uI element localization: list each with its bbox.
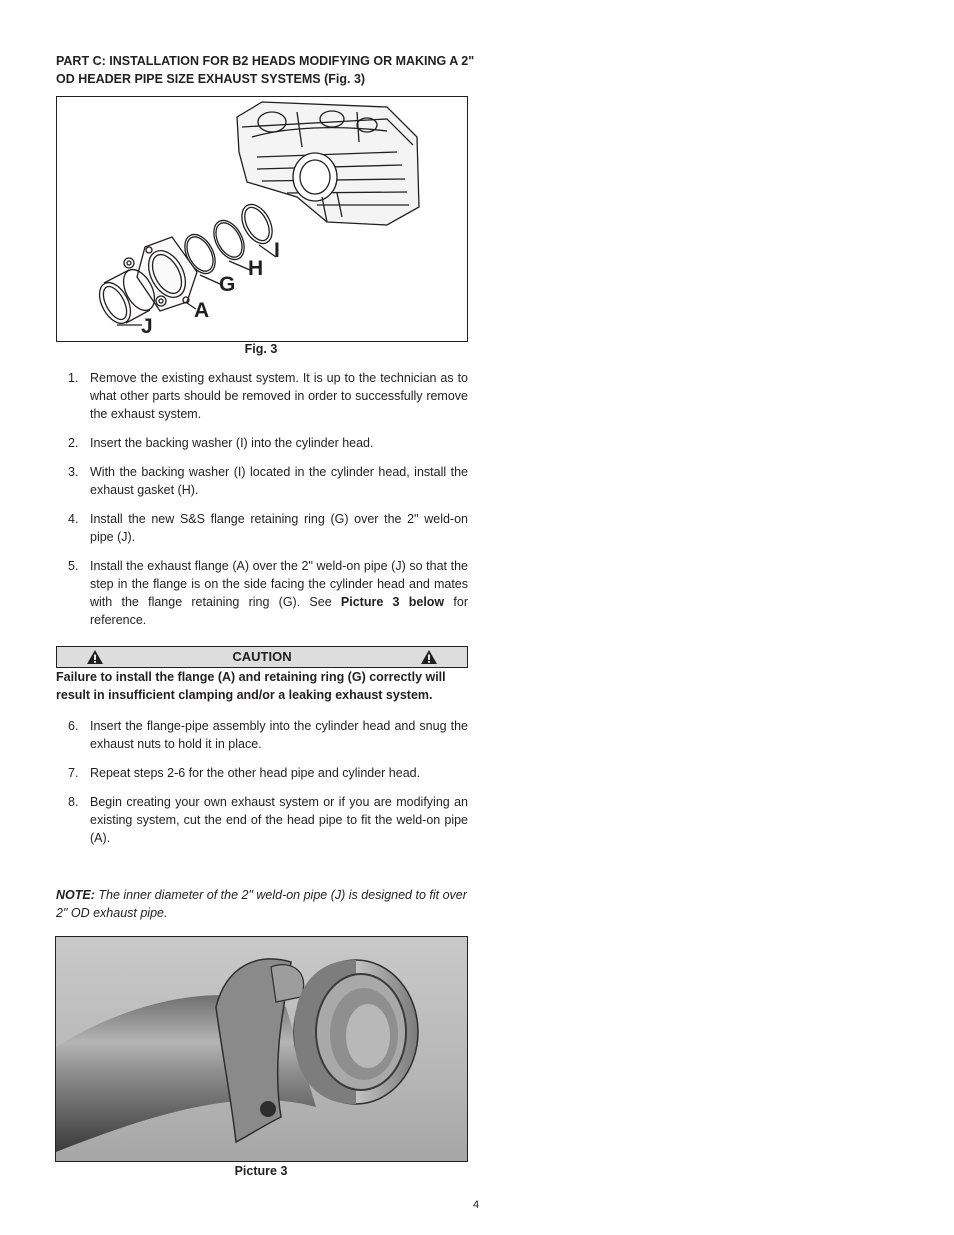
step-number: 5. <box>68 559 79 573</box>
note-label: NOTE: <box>56 888 95 902</box>
step-text-part: Install the exhaust flange (A) over the 2" weld-on pipe (J) so that the step in the flange is on the side facing the cylinder head and mates with the flange retaining ring (G). See <box>90 559 468 609</box>
step-text: Begin creating your own exhaust system or if you are modifying an existing system, cut the end of the head pipe to fit the weld-on pipe (A). <box>90 795 468 845</box>
note <box>56 886 470 922</box>
step-text: Insert the flange-pipe assembly into the cylinder head and snug the exhaust nuts to hold it in place. <box>90 719 468 751</box>
callout-a: A <box>194 299 210 322</box>
steps-list-1 <box>56 369 468 640</box>
step-text: Insert the backing washer (I) into the cylinder head. <box>90 436 374 450</box>
picture-3-photo <box>55 936 468 1162</box>
list-item <box>56 369 468 423</box>
step-number: 6. <box>68 719 79 733</box>
figure-caption: Fig. 3 <box>244 342 278 356</box>
step-text: Repeat steps 2-6 for the other head pipe and cylinder head. <box>90 766 421 780</box>
page-number: 4 <box>473 1199 480 1211</box>
flange-pipe-photo <box>56 937 467 1161</box>
list-item <box>56 463 468 499</box>
caution-title: CAUTION <box>232 649 292 664</box>
step-text: Remove the existing exhaust system. It is up to the technician as to what other parts should be removed in order to successfully remove the exhaust system. <box>90 371 468 421</box>
step-number: 1. <box>68 371 79 385</box>
callout-i: I <box>274 239 280 262</box>
list-item <box>56 764 468 782</box>
caution-banner <box>56 646 468 668</box>
steps-list-2 <box>56 717 468 858</box>
callout-j: J <box>141 315 153 338</box>
step-number: 4. <box>68 512 79 526</box>
picture-caption: Picture 3 <box>234 1164 288 1178</box>
step-number: 3. <box>68 465 79 479</box>
list-item <box>56 793 468 847</box>
step-number: 7. <box>68 766 79 780</box>
step-text: With the backing washer (I) located in the cylinder head, install the exhaust gasket (H). <box>90 465 468 497</box>
section-heading: PART C: INSTALLATION FOR B2 HEADS MODIFYING OR MAKING A 2" OD HEADER PIPE SIZE EXHAUST SYSTEMS (Fig. 3) <box>56 54 475 86</box>
step-text-part: for reference. <box>90 595 468 627</box>
callout-g: G <box>219 273 236 296</box>
figure-3-exploded-view <box>56 96 468 342</box>
list-item <box>56 717 468 753</box>
list-item <box>56 557 468 629</box>
picture-reference: Picture 3 below <box>340 595 445 609</box>
step-number: 8. <box>68 795 79 809</box>
step-text: Install the new S&S flange retaining ring (G) over the 2" weld-on pipe (J). <box>90 512 468 544</box>
list-item <box>56 434 468 452</box>
exhaust-exploded-illustration <box>57 97 467 341</box>
step-number: 2. <box>68 436 79 450</box>
note-text: The inner diameter of the 2" weld-on pipe (J) is designed to fit over 2" OD exhaust pipe. <box>56 888 467 920</box>
list-item <box>56 510 468 546</box>
step-text <box>90 557 468 629</box>
warning-icon <box>420 649 438 665</box>
callout-h: H <box>248 257 264 280</box>
caution-text: Failure to install the flange (A) and retaining ring (G) correctly will result in insufficient clamping and/or a leaking exhaust system. <box>56 670 446 702</box>
